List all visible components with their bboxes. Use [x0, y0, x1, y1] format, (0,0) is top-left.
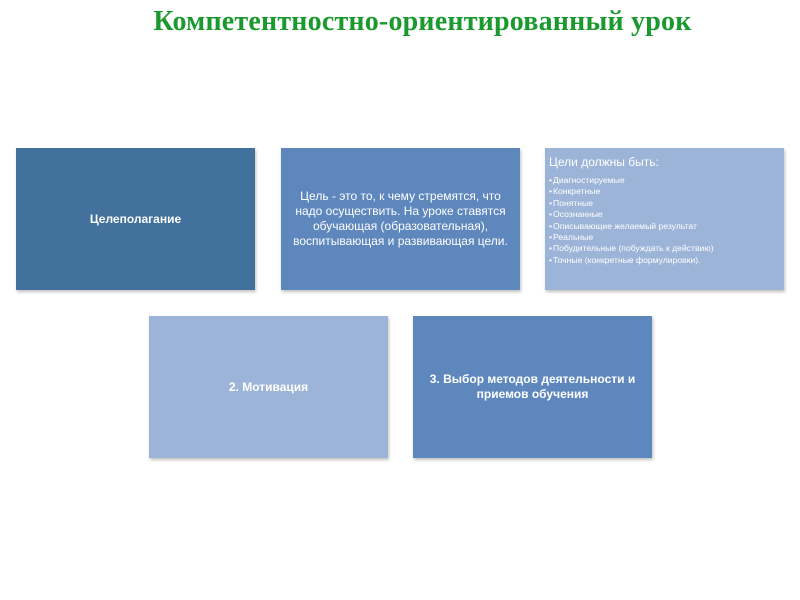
list-item: • Точные (конкретные формулировки). [549, 255, 780, 266]
goal-definition-box [281, 148, 520, 290]
goal-setting-box [16, 148, 255, 290]
motivation-box [149, 316, 388, 458]
methods-label: 3. Выбор методов деятельности и приемов обучения [429, 372, 636, 401]
methods-box [413, 316, 652, 458]
list-item: • Побудительные (побуждать к действию) [549, 243, 780, 254]
motivation-label: 2. Мотивация [228, 380, 309, 394]
list-item: • Реальные [549, 232, 780, 243]
goal-setting-label: Целеполагание [89, 212, 182, 226]
goal-requirements-box [545, 148, 784, 290]
list-item: • Понятные [549, 198, 780, 209]
list-item: • Описывающие желаемый результат [549, 221, 780, 232]
goal-requirements-list [549, 175, 780, 266]
list-item: • Диагностируемые [549, 175, 780, 186]
slide-title: Компетентностно-ориентированный урок [153, 6, 692, 37]
list-item: • Осознанные [549, 209, 780, 220]
list-item: • Конкретные [549, 186, 780, 197]
goal-definition-text: Цель - это то, к чему стремятся, что надо осуществить. На уроке ставятся обучающая (образовательная), воспитывающая и развивающая цели. [293, 189, 508, 248]
goal-requirements-heading: Цели должны быть: [549, 155, 659, 169]
